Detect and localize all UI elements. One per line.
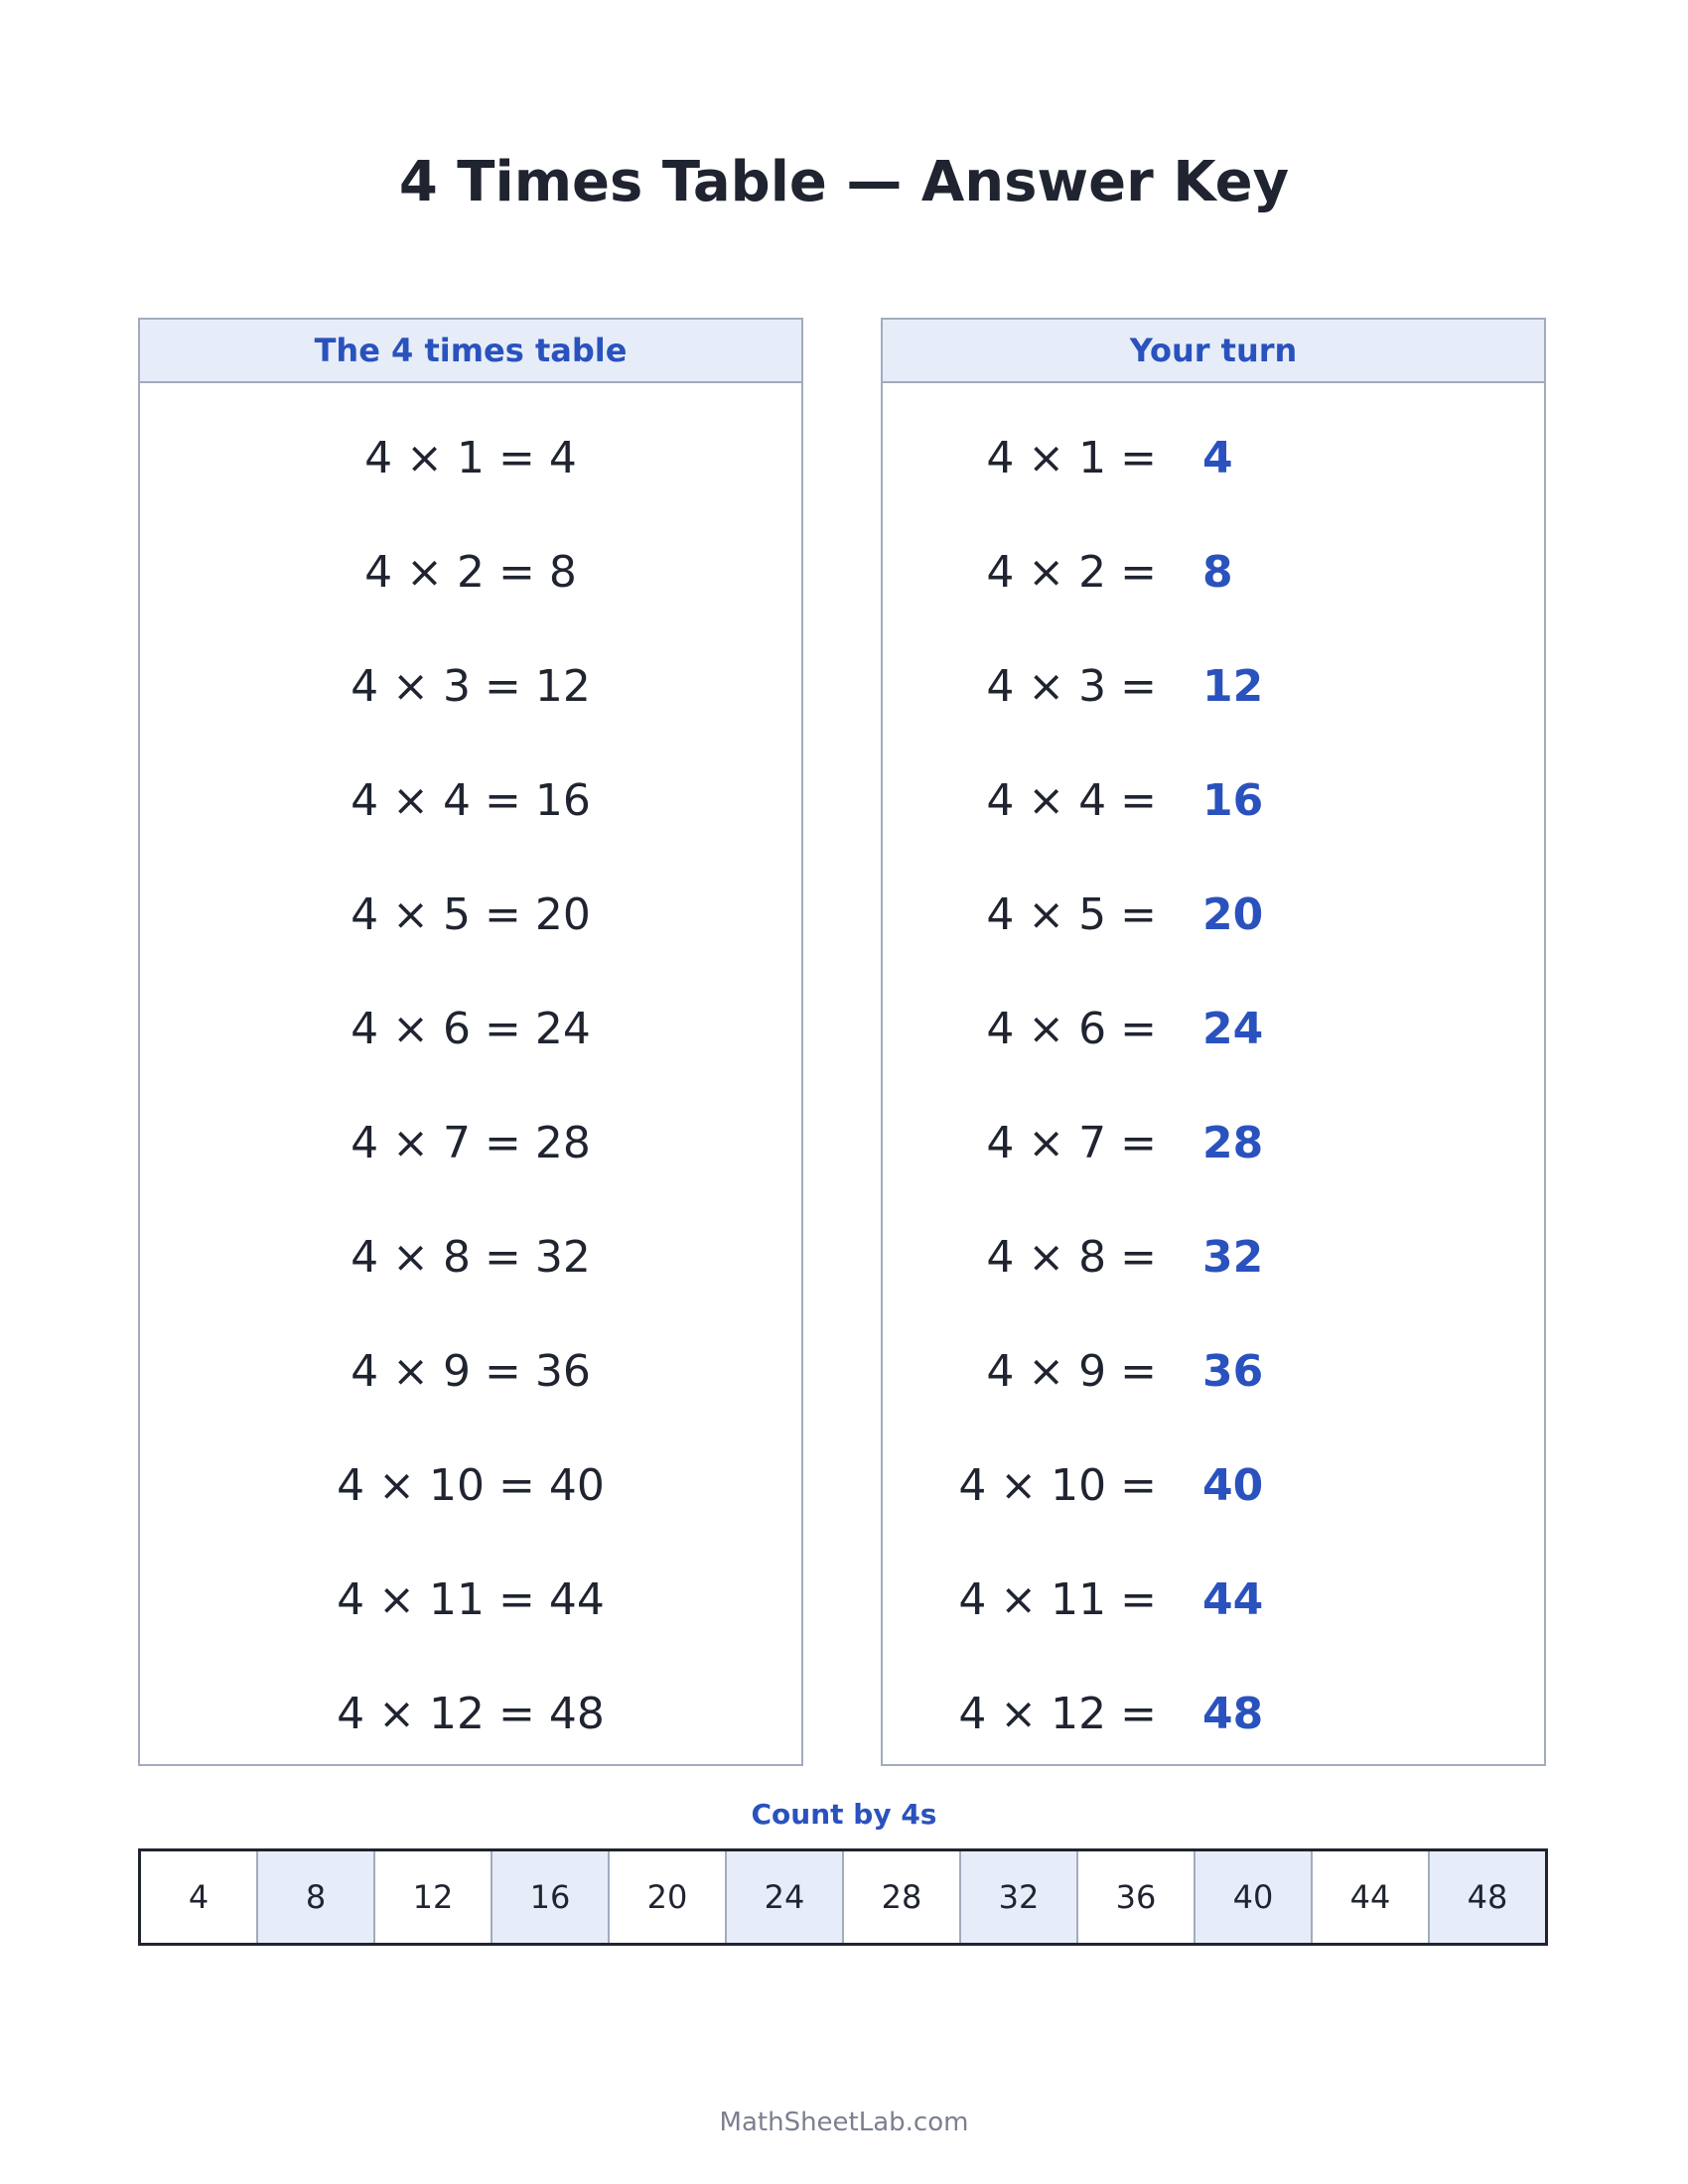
count-cell: 28 <box>844 1851 961 1943</box>
table-fact: 4 × 6 = 24 <box>351 1004 591 1054</box>
practice-row <box>883 647 1544 727</box>
table-fact: 4 × 9 = 36 <box>351 1346 591 1397</box>
practice-row <box>883 1561 1544 1640</box>
practice-expression: 4 × 12 = <box>958 1689 1157 1739</box>
table-fact: 4 × 7 = 28 <box>351 1118 591 1168</box>
count-cell: 24 <box>727 1851 844 1943</box>
practice-answer: 32 <box>1202 1232 1264 1283</box>
practice-answer: 24 <box>1202 1004 1264 1054</box>
practice-expression: 4 × 4 = <box>986 775 1157 826</box>
times-table-heading: The 4 times table <box>140 320 801 383</box>
practice-row <box>883 419 1544 498</box>
practice-expression: 4 × 8 = <box>986 1232 1157 1283</box>
table-fact: 4 × 12 = 48 <box>337 1689 605 1739</box>
practice-answer: 44 <box>1202 1574 1264 1625</box>
table-fact: 4 × 2 = 8 <box>364 547 577 598</box>
count-cell: 32 <box>961 1851 1078 1943</box>
count-cell: 16 <box>492 1851 610 1943</box>
count-cell: 20 <box>610 1851 727 1943</box>
practice-row <box>883 1332 1544 1412</box>
table-fact: 4 × 8 = 32 <box>351 1232 591 1283</box>
practice-row <box>883 1446 1544 1526</box>
practice-expression: 4 × 5 = <box>986 889 1157 940</box>
table-fact: 4 × 4 = 16 <box>351 775 591 826</box>
practice-expression: 4 × 9 = <box>986 1346 1157 1397</box>
practice-expression: 4 × 2 = <box>986 547 1157 598</box>
table-fact: 4 × 10 = 40 <box>337 1460 605 1511</box>
practice-expression: 4 × 7 = <box>986 1118 1157 1168</box>
count-by-strip <box>138 1848 1548 1946</box>
site-footer: MathSheetLab.com <box>719 2108 969 2137</box>
practice-row <box>883 1218 1544 1297</box>
practice-row <box>883 990 1544 1069</box>
count-cell: 48 <box>1430 1851 1545 1943</box>
your-turn-heading: Your turn <box>883 320 1544 383</box>
practice-expression: 4 × 11 = <box>958 1574 1157 1625</box>
practice-row <box>883 876 1544 955</box>
practice-answer: 28 <box>1202 1118 1264 1168</box>
practice-row <box>883 761 1544 841</box>
practice-expression: 4 × 1 = <box>986 433 1157 483</box>
page-title: 4 Times Table — Answer Key <box>398 150 1290 214</box>
count-cell: 44 <box>1313 1851 1430 1943</box>
practice-answer: 20 <box>1202 889 1264 940</box>
practice-expression: 4 × 3 = <box>986 661 1157 712</box>
practice-answer: 48 <box>1202 1689 1264 1739</box>
practice-answer: 40 <box>1202 1460 1264 1511</box>
count-by-label: Count by 4s <box>751 1798 937 1831</box>
count-cell: 36 <box>1078 1851 1196 1943</box>
practice-answer: 12 <box>1202 661 1264 712</box>
practice-row <box>883 1675 1544 1754</box>
practice-row <box>883 1104 1544 1183</box>
practice-row <box>883 533 1544 613</box>
table-fact: 4 × 11 = 44 <box>337 1574 605 1625</box>
count-cell: 8 <box>258 1851 375 1943</box>
practice-answer: 16 <box>1202 775 1264 826</box>
practice-expression: 4 × 6 = <box>986 1004 1157 1054</box>
practice-expression: 4 × 10 = <box>958 1460 1157 1511</box>
table-fact: 4 × 5 = 20 <box>351 889 591 940</box>
count-cell: 12 <box>375 1851 492 1943</box>
table-fact: 4 × 1 = 4 <box>364 433 577 483</box>
count-cell: 40 <box>1196 1851 1313 1943</box>
table-fact: 4 × 3 = 12 <box>351 661 591 712</box>
count-cell: 4 <box>141 1851 258 1943</box>
practice-answer: 8 <box>1202 547 1233 598</box>
your-turn-panel <box>881 318 1546 1766</box>
practice-answer: 4 <box>1202 433 1233 483</box>
practice-answer: 36 <box>1202 1346 1264 1397</box>
times-table-panel <box>138 318 803 1766</box>
